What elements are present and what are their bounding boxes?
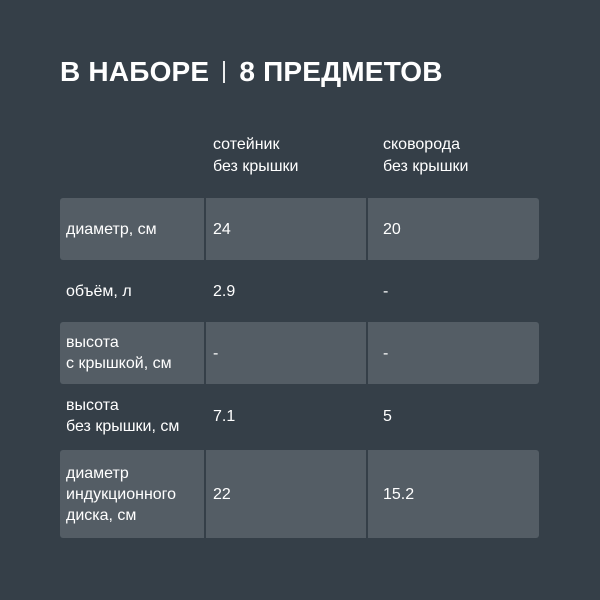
row-value-frying-pan: 20 — [368, 198, 539, 260]
table-row-induction-disc-diameter — [60, 450, 539, 538]
row-value-saute-pan: 2.9 — [213, 282, 236, 300]
table-row-volume — [60, 260, 539, 322]
row-label: высота без крышки, см — [66, 397, 180, 435]
table-row-height-without-lid — [60, 384, 539, 448]
column-header-frying-pan: сковорода без крышки — [383, 136, 469, 175]
table-row-height-with-lid — [60, 322, 539, 384]
page-title — [60, 52, 443, 92]
title-right: 8 ПРЕДМЕТОВ — [239, 56, 443, 87]
row-value-saute-pan: 24 — [206, 198, 368, 260]
row-value-saute-pan: 22 — [206, 450, 368, 538]
row-label: высота с крышкой, см — [60, 322, 206, 384]
row-value-frying-pan: - — [368, 322, 539, 384]
row-value-frying-pan: 5 — [383, 407, 392, 425]
row-label: диаметр, см — [60, 198, 206, 260]
title-left: В НАБОРЕ — [60, 56, 210, 87]
row-value-saute-pan: - — [206, 322, 368, 384]
column-header-saute-pan: сотейник без крышки — [213, 136, 299, 175]
title-divider — [223, 61, 225, 83]
row-value-saute-pan: 7.1 — [213, 407, 236, 425]
row-value-frying-pan: 15.2 — [368, 450, 539, 538]
row-value-frying-pan: - — [383, 282, 389, 300]
table-row-diameter — [60, 198, 539, 260]
row-label: объём, л — [66, 282, 132, 300]
row-label: диаметр индукционного диска, см — [60, 450, 206, 538]
